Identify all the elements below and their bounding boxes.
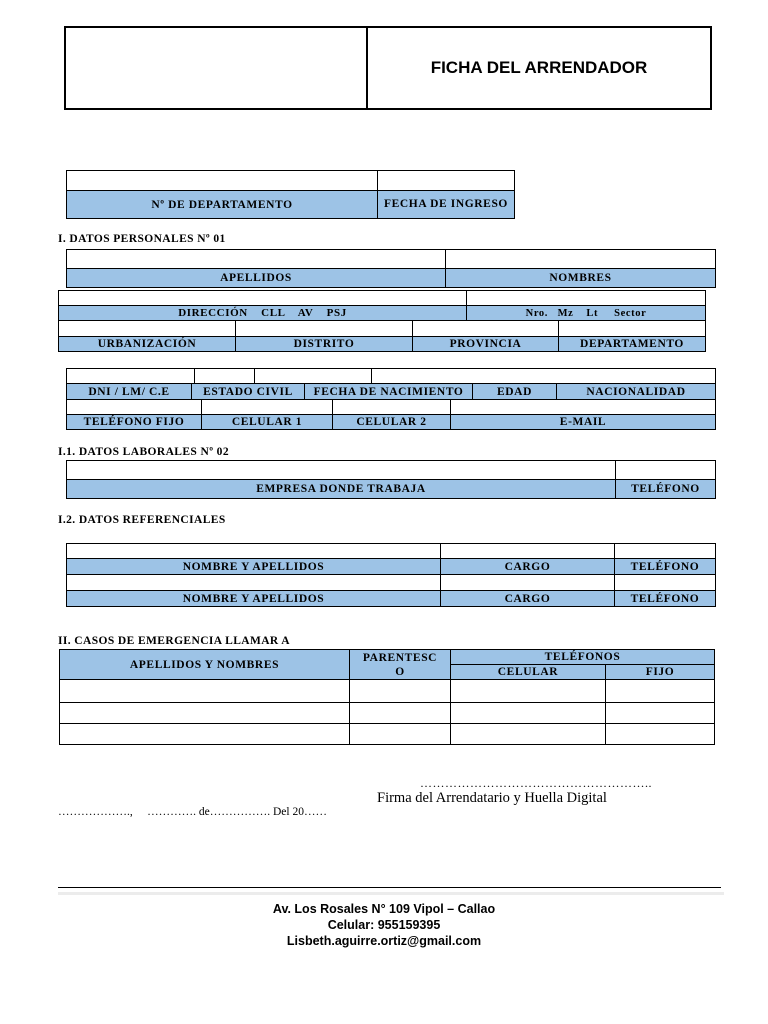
section-title-personal: I. DATOS PERSONALES Nº 01	[58, 233, 226, 245]
emergency2-name-field[interactable]	[60, 703, 350, 724]
date-line: ………………., …………. de……………. Del 20……	[58, 806, 327, 818]
emergency1-relationship-field[interactable]	[350, 680, 451, 703]
emergency1-name-field[interactable]	[60, 680, 350, 703]
surnames-label: APELLIDOS	[67, 269, 446, 288]
page-title: FICHA DEL ARRENDADOR	[430, 58, 648, 77]
emergency-landline-label: FIJO	[606, 665, 715, 680]
address-number-field[interactable]	[467, 291, 706, 306]
identity-table	[66, 368, 716, 384]
reference1-phone-field[interactable]	[615, 544, 716, 559]
emergency3-relationship-field[interactable]	[350, 724, 451, 745]
civil-status-label: ESTADO CIVIL	[192, 384, 305, 400]
emergency1-mobile-field[interactable]	[451, 680, 606, 703]
birth-date-label: FECHA DE NACIMIENTO	[305, 384, 473, 400]
relationship-label-line1: PARENTESC	[362, 651, 438, 664]
emergency-name-label: APELLIDOS Y NOMBRES	[60, 650, 350, 680]
emergency3-mobile-field[interactable]	[451, 724, 606, 745]
emergency1-landline-field[interactable]	[606, 680, 715, 703]
identity-labels-table	[66, 383, 716, 400]
reference1-phone-label: TELÉFONO	[615, 559, 716, 575]
emergency3-name-field[interactable]	[60, 724, 350, 745]
names-table	[66, 249, 716, 288]
emergency2-landline-field[interactable]	[606, 703, 715, 724]
urbanization-label: URBANIZACIÓN	[59, 337, 236, 352]
entry-date-field[interactable]	[378, 171, 515, 191]
department-number-label: Nº DE DEPARTAMENTO	[67, 191, 378, 219]
emergency-table	[59, 649, 715, 745]
footer-divider	[58, 887, 721, 888]
dni-label: DNI / LM/ C.E	[67, 384, 192, 400]
department-field[interactable]	[559, 321, 706, 337]
emergency-phones-label: TELÉFONOS	[451, 650, 715, 665]
mobile1-field[interactable]	[202, 400, 333, 415]
mobile1-label: CELULAR 1	[202, 415, 333, 430]
email-label: E-MAIL	[451, 415, 716, 430]
reference2-phone-label: TELÉFONO	[615, 591, 716, 607]
district-label: DISTRITO	[236, 337, 413, 352]
emergency2-mobile-field[interactable]	[451, 703, 606, 724]
reference2-position-field[interactable]	[441, 575, 615, 591]
civil-status-field[interactable]	[195, 369, 255, 384]
reference1-position-label: CARGO	[441, 559, 615, 575]
reference2-name-field[interactable]	[67, 575, 441, 591]
reference2-name-label: NOMBRE Y APELLIDOS	[67, 591, 441, 607]
email-field[interactable]	[451, 400, 716, 415]
surnames-field[interactable]	[67, 250, 446, 269]
province-label: PROVINCIA	[413, 337, 559, 352]
signature-dots: ………………………………………………..	[420, 776, 652, 790]
section-title-emergency: II. CASOS DE EMERGENCIA LLAMAR A	[58, 635, 290, 647]
emergency-relationship-label	[350, 650, 451, 680]
district-field[interactable]	[236, 321, 413, 337]
address-label: DIRECCIÓN CLL AV PSJ	[59, 306, 467, 321]
first-names-label: NOMBRES	[446, 269, 716, 288]
urbanization-field[interactable]	[59, 321, 236, 337]
age-label: EDAD	[473, 384, 557, 400]
reference1-position-field[interactable]	[441, 544, 615, 559]
dni-field[interactable]	[67, 369, 195, 384]
mobile2-field[interactable]	[333, 400, 451, 415]
first-names-field[interactable]	[446, 250, 716, 269]
footer-phone: Celular: 955159395	[327, 918, 441, 932]
reference1-name-field[interactable]	[67, 544, 441, 559]
entry-date-label: FECHA DE INGRESO	[378, 191, 515, 219]
work-phone-field[interactable]	[616, 461, 716, 480]
address-field[interactable]	[59, 291, 467, 306]
department-number-field[interactable]	[67, 171, 378, 191]
age-nationality-field[interactable]	[372, 369, 716, 384]
employer-label: EMPRESA DONDE TRABAJA	[67, 480, 616, 499]
employer-field[interactable]	[67, 461, 616, 480]
work-table	[66, 460, 716, 499]
address-number-label: Nro. Mz Lt Sector	[467, 306, 706, 321]
birth-date-field[interactable]	[255, 369, 372, 384]
section-title-references: I.2. DATOS REFERENCIALES	[58, 514, 226, 526]
department-label: DEPARTAMENTO	[559, 337, 706, 352]
section-title-work: I.1. DATOS LABORALES Nº 02	[58, 446, 229, 458]
reference2-phone-field[interactable]	[615, 575, 716, 591]
relationship-label-line2: O	[395, 665, 405, 678]
department-table	[66, 170, 515, 219]
footer-email: Lisbeth.aguirre.ortiz@gmail.com	[286, 934, 482, 948]
mobile2-label: CELULAR 2	[333, 415, 451, 430]
nationality-label: NACIONALIDAD	[557, 384, 716, 400]
footer-address: Av. Los Rosales N° 109 Vipol – Callao	[272, 902, 496, 916]
contact-table	[66, 399, 716, 430]
landline-field[interactable]	[67, 400, 202, 415]
address-table	[58, 290, 706, 352]
header-box	[64, 26, 712, 110]
emergency2-relationship-field[interactable]	[350, 703, 451, 724]
work-phone-label: TELÉFONO	[616, 480, 716, 499]
reference2-position-label: CARGO	[441, 591, 615, 607]
footer-shadow	[58, 892, 724, 895]
references-table	[66, 543, 716, 607]
province-field[interactable]	[413, 321, 559, 337]
emergency-mobile-label: CELULAR	[451, 665, 606, 680]
landline-label: TELÉFONO FIJO	[67, 415, 202, 430]
signature-label: Firma del Arrendatario y Huella Digital	[377, 790, 607, 806]
emergency3-landline-field[interactable]	[606, 724, 715, 745]
reference1-name-label: NOMBRE Y APELLIDOS	[67, 559, 441, 575]
